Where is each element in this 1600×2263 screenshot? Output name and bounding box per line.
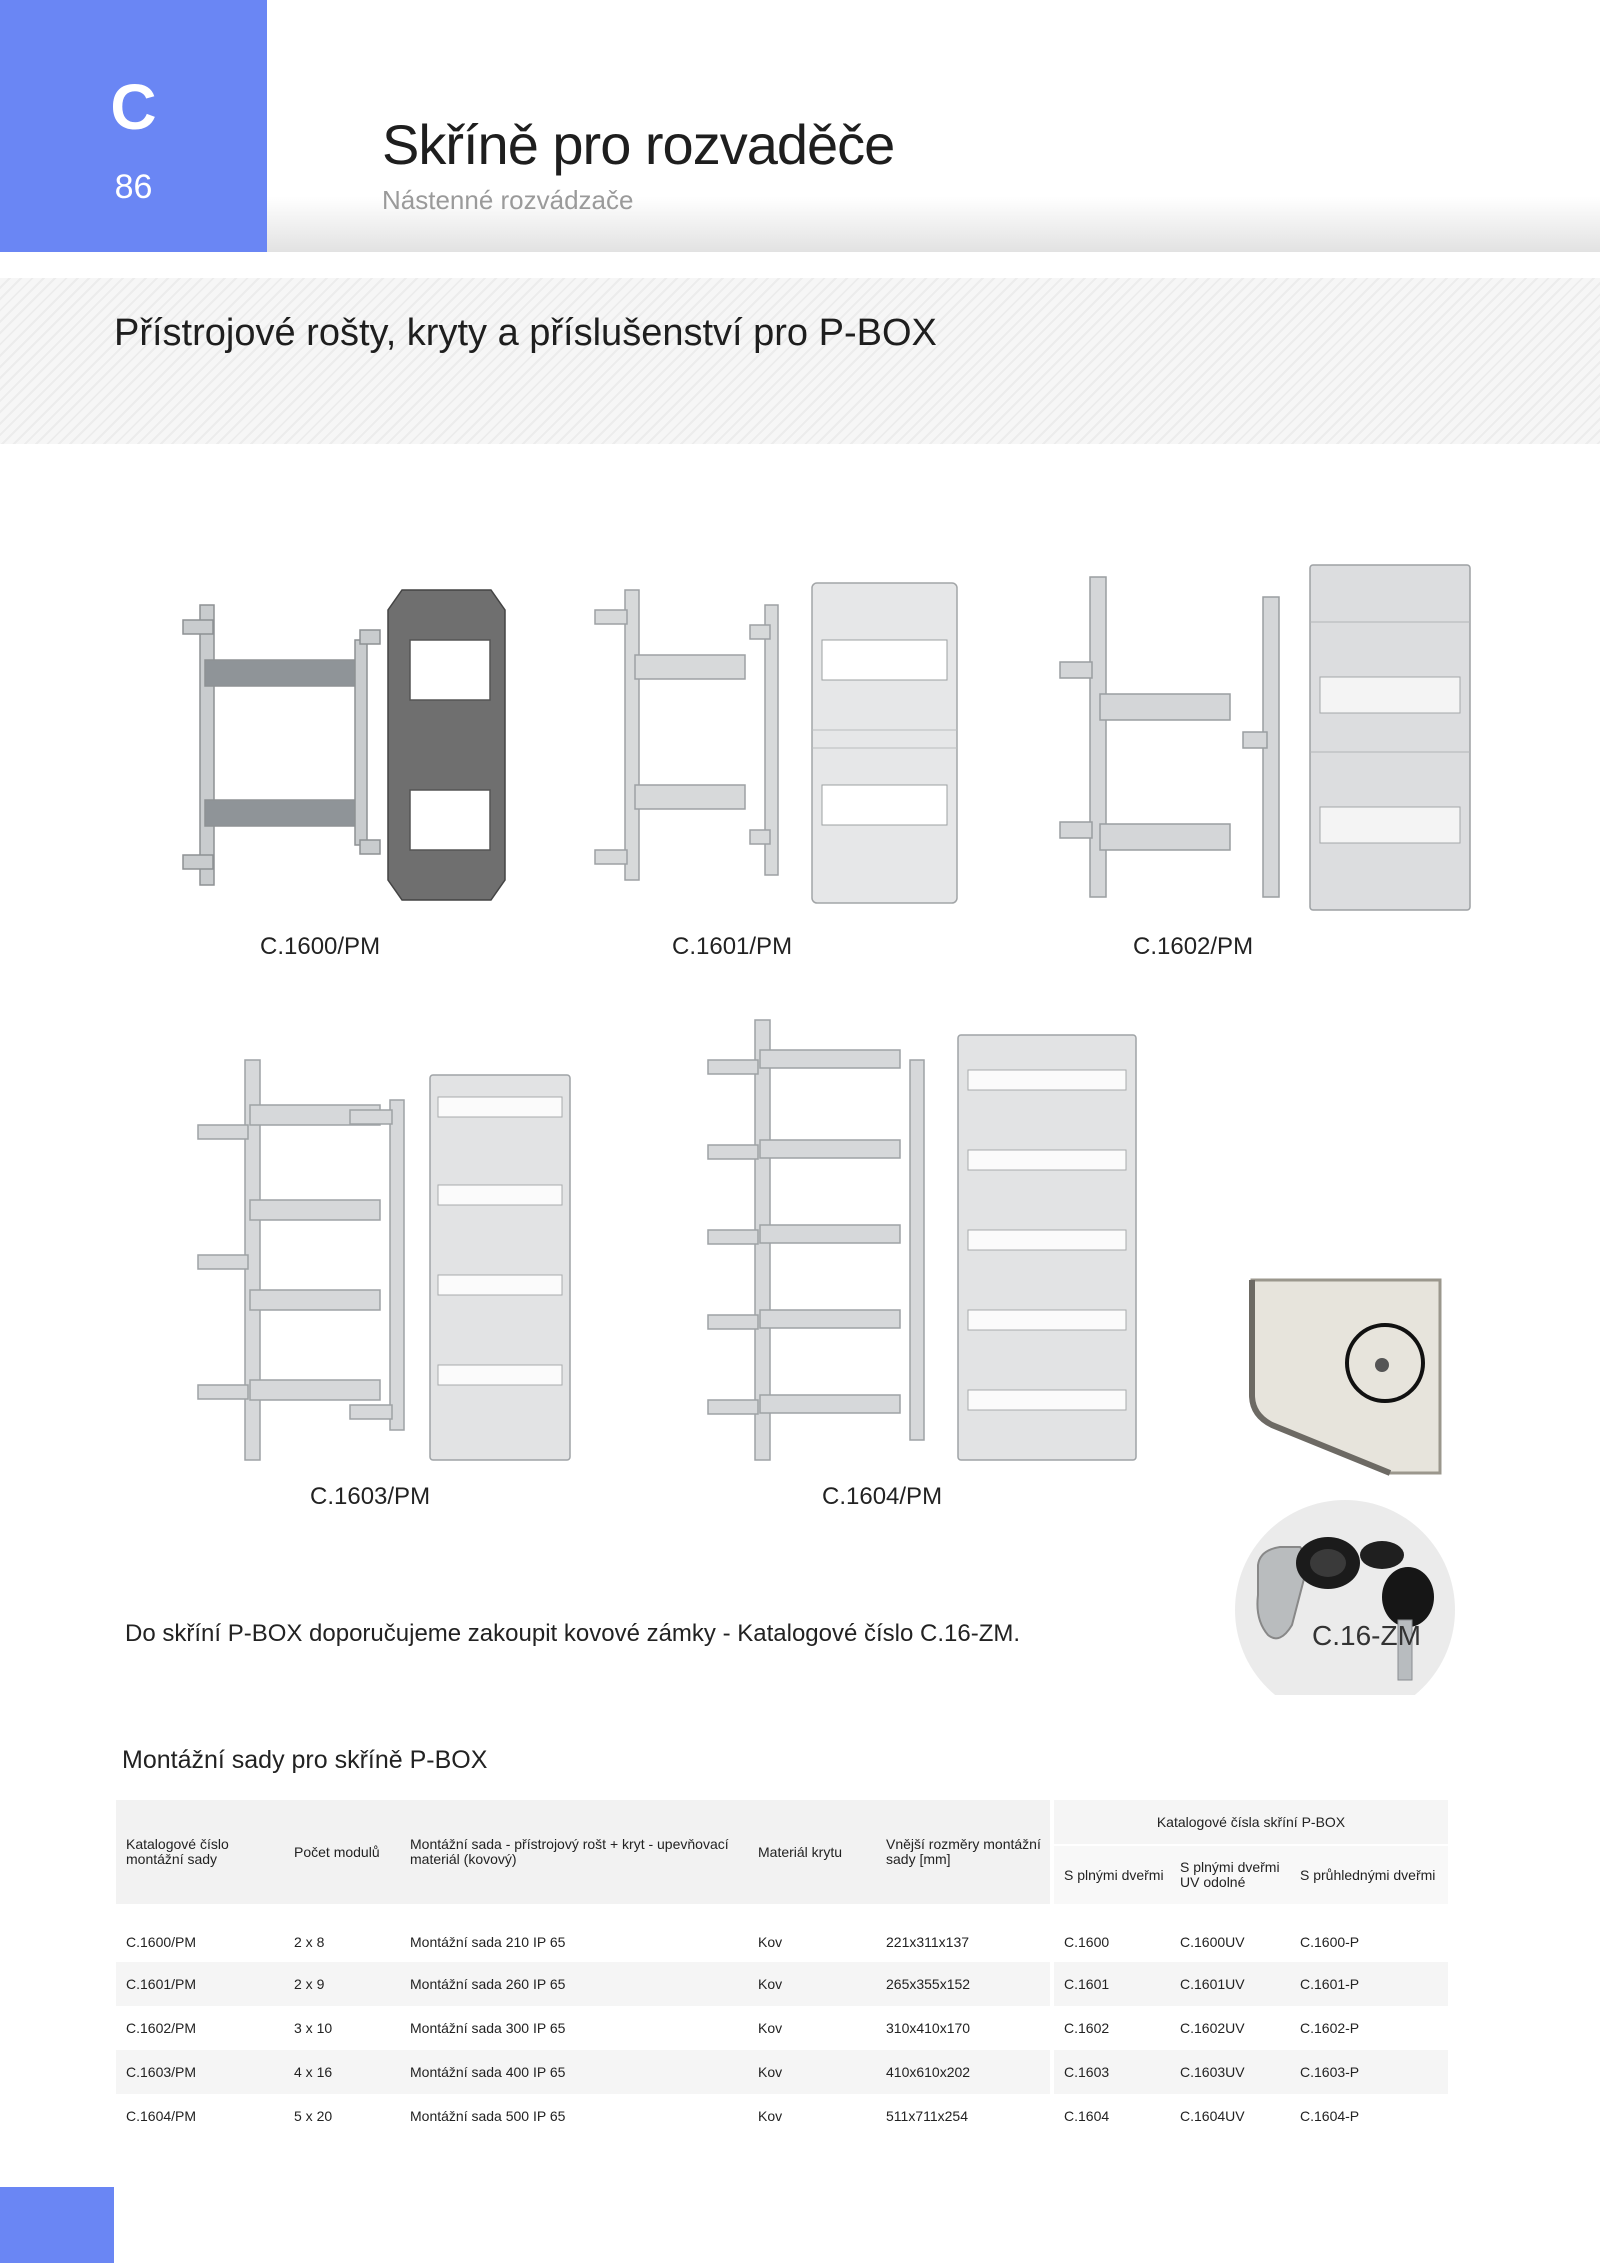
kits-table-title: Montážní sady pro skříně P-BOX [122, 1746, 488, 1774]
cell-uv: C.1603UV [1170, 2050, 1290, 2094]
cell-dimensions: 511x711x254 [886, 2108, 968, 2124]
cell-dimensions: 221x311x137 [886, 1934, 970, 1950]
cell-solid: C.1600 [1050, 1904, 1170, 1962]
header-group: Katalogové čísla skříní P-BOX [1050, 1800, 1448, 1846]
header-modules: Počet modulů [284, 1800, 400, 1904]
section-stripe [0, 278, 1600, 444]
cell-modules: 2 x 9 [284, 1962, 400, 2006]
cell-material: Kov [758, 2020, 783, 2036]
cell-dimensions: 410x610x202 [876, 2050, 1050, 2094]
footer-tab [0, 2187, 114, 2263]
product-image-c1602pm [1045, 562, 1475, 912]
cell-kit: Montážní sada 300 IP 65 [410, 2020, 566, 2036]
header-dimensions: Vnější rozměry montážní sady [mm] [876, 1800, 1050, 1904]
cell-uv: C.1601UV [1170, 1962, 1290, 2006]
cell-solid: C.1602 [1050, 2006, 1170, 2050]
cell-kit: Montážní sada 210 IP 65 [410, 1934, 566, 1950]
cell-uv: C.1602UV [1180, 2020, 1245, 2036]
cell-modules: 2 x 8 [294, 1934, 325, 1950]
lock-label: C.16-ZM [1312, 1620, 1421, 1651]
section-tab [0, 0, 267, 252]
cell-modules: 4 x 16 [284, 2050, 400, 2094]
cell-catalog: C.1600/PM [126, 1934, 197, 1950]
section-title: Přístrojové rošty, kryty a příslušenství pro P-BOX [114, 312, 937, 354]
cell-material: Kov [748, 2050, 876, 2094]
product-image-c1604pm [700, 1015, 1140, 1475]
table-row [116, 1904, 1448, 1962]
section-letter: C [110, 71, 157, 143]
product-image-c1603pm [190, 1055, 575, 1475]
cell-dimensions: 265x355x152 [876, 1962, 1050, 2006]
cell-solid: C.1604 [1050, 2094, 1170, 2138]
product-label: C.1600/PM [260, 933, 381, 960]
product-label: C.1602/PM [1133, 933, 1254, 960]
cell-dimensions: 310x410x170 [886, 2020, 971, 2036]
cell-modules: 3 x 10 [294, 2020, 333, 2036]
cell-modules: 5 x 20 [294, 2108, 333, 2124]
recommendation-text: Do skříní P-BOX doporučujeme zakoupit kovové zámky - Katalogové číslo C.16-ZM. [125, 1620, 1021, 1647]
cell-uv: C.1600UV [1180, 1934, 1245, 1950]
cell-transparent: C.1604-P [1300, 2108, 1360, 2124]
table-row [116, 2050, 1448, 2094]
header-material: Materiál krytu [748, 1800, 876, 1904]
cell-solid: C.1601 [1050, 1962, 1170, 2006]
header-uv: S plnými dveřmi UV odolné [1170, 1846, 1290, 1904]
cell-catalog: C.1602/PM [126, 2020, 197, 2036]
cell-catalog: C.1603/PM [116, 2050, 284, 2094]
page-title: Skříně pro rozvaděče [382, 113, 895, 176]
cell-kit: Montážní sada 500 IP 65 [410, 2108, 566, 2124]
cell-transparent: C.1601-P [1290, 1962, 1448, 2006]
cell-catalog: C.1601/PM [116, 1962, 284, 2006]
table-row [116, 2006, 1448, 2050]
table-row [116, 2094, 1448, 2138]
cell-material: Kov [758, 2108, 783, 2124]
header-transparent: S průhlednými dveřmi [1290, 1846, 1448, 1904]
cell-uv: C.1604UV [1180, 2108, 1245, 2124]
page-subtitle: Nástenné rozvádzače [382, 185, 634, 215]
product-image-c1600pm [175, 585, 510, 905]
table-row [116, 1962, 1448, 2006]
cell-solid: C.1603 [1050, 2050, 1170, 2094]
cell-transparent: C.1603-P [1290, 2050, 1448, 2094]
product-label: C.1603/PM [310, 1483, 431, 1510]
header-solid: S plnými dveřmi [1050, 1846, 1170, 1904]
cell-material: Kov [748, 1962, 876, 2006]
header-kit: Montážní sada - přístrojový rošt + kryt - upevňovací materiál (kovový) [400, 1800, 748, 1904]
cell-material: Kov [758, 1934, 783, 1950]
kits-table [116, 1800, 1448, 2138]
product-label: C.1604/PM [822, 1483, 943, 1510]
product-label: C.1601/PM [672, 933, 793, 960]
header-catalog: Katalogové číslo montážní sady [116, 1800, 284, 1904]
cell-transparent: C.1602-P [1300, 2020, 1360, 2036]
cell-transparent: C.1600-P [1300, 1934, 1360, 1950]
product-image-c1601pm [590, 580, 965, 905]
cell-catalog: C.1604/PM [126, 2108, 197, 2124]
cell-kit: Montážní sada 400 IP 65 [400, 2050, 748, 2094]
page-number: 86 [114, 168, 153, 206]
cell-kit: Montážní sada 260 IP 65 [400, 1962, 748, 2006]
